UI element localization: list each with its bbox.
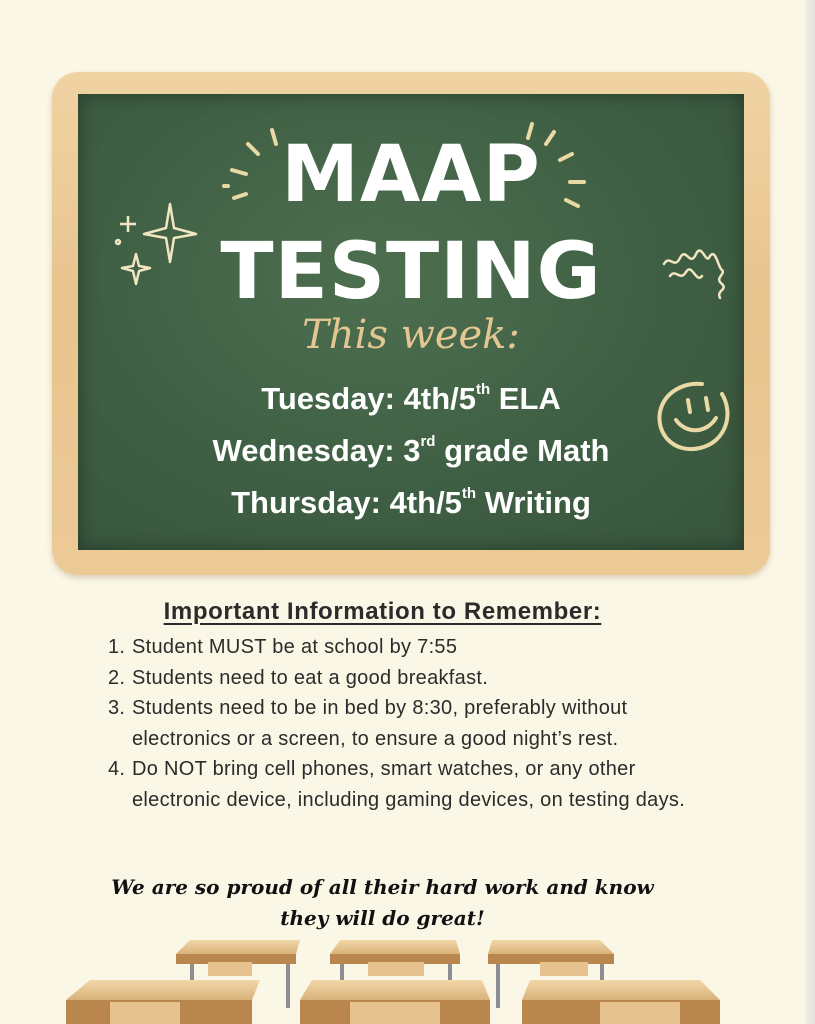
schedule-thursday <box>78 474 744 523</box>
page-edge <box>805 0 815 1024</box>
subtitle: This week: <box>302 312 520 358</box>
schedule-subject: Writing <box>484 485 591 520</box>
list-number: 2. <box>108 666 126 689</box>
list-item <box>108 663 698 694</box>
schedule-subject: grade Math <box>444 433 610 468</box>
list-text: Students need to be in bed by 8:30, preferably without electronics or a screen, to ensure a good night’s rest. <box>132 697 628 750</box>
schedule-grade: 4th/5 <box>403 381 476 416</box>
list-text: Do NOT bring cell phones, smart watches, or any other electronic device, including gaming devices, on testing days. <box>132 758 686 811</box>
list-item <box>108 632 698 663</box>
school-desks-illustration <box>0 930 805 1024</box>
sparkle-icon <box>114 202 204 302</box>
list-number: 4. <box>108 758 126 780</box>
list-text: Students need to eat a good breakfast. <box>132 666 489 689</box>
schedule-grade: 4th/5 <box>389 485 462 520</box>
list-number: 1. <box>108 636 126 658</box>
info-list <box>108 632 698 815</box>
smiley-icon <box>652 376 736 456</box>
schedule-day: Thursday: <box>231 485 381 520</box>
squiggle-icon <box>660 240 730 304</box>
schedule-day: Wednesday: <box>212 433 395 468</box>
schedule-tuesday <box>78 370 744 419</box>
title-line-1: MAAP <box>281 130 541 220</box>
list-item <box>108 754 698 815</box>
schedule-grade-suffix: th <box>475 381 491 398</box>
list-number: 3. <box>108 697 126 719</box>
chalkboard <box>78 94 744 550</box>
schedule-wednesday <box>78 422 744 471</box>
title-line-2: TESTING <box>220 227 602 317</box>
schedule-grade-suffix: rd <box>420 433 436 450</box>
closing-line-1: We are so proud of all their hard work and know <box>111 875 654 899</box>
info-heading: Important Information to Remember: <box>163 598 602 625</box>
list-text: Student MUST be at school by 7:55 <box>132 636 458 658</box>
schedule-subject: ELA <box>498 381 561 416</box>
list-item <box>108 693 698 754</box>
schedule-day: Tuesday: <box>261 381 395 416</box>
schedule-grade: 3 <box>403 433 421 468</box>
closing-line-2: they will do great! <box>280 906 485 930</box>
schedule-grade-suffix: th <box>461 485 477 502</box>
